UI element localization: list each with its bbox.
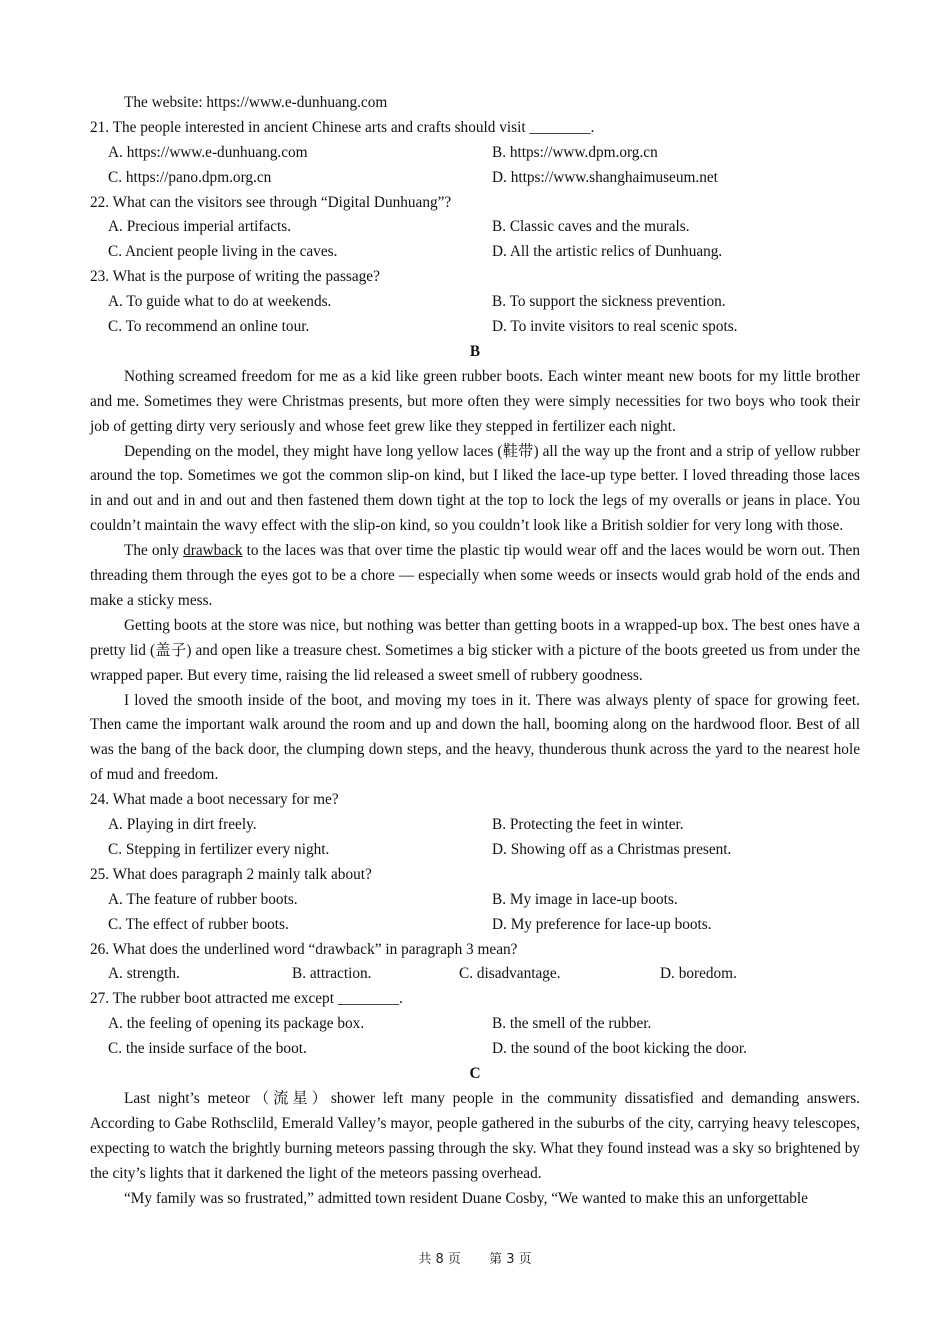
q27-option-a: A. the feeling of opening its package box. [108,1015,365,1033]
website-line: The website: https://www.e-dunhuang.com [124,94,388,111]
q22-option-d: D. All the artistic relics of Dunhuang. [492,243,723,261]
question-22-options-ab [90,215,860,240]
question-21-stem: 21. The people interested in ancient Chinese arts and crafts should visit ________. [90,118,595,136]
page-footer [0,1248,950,1267]
question-21-options-ab [90,141,860,166]
p3-text-before: The only [124,542,184,560]
question-25-stem: 25. What does paragraph 2 mainly talk about? [90,865,372,883]
passage-c-paragraph-1: Last night’s meteor（流星）shower left many people in the community dissatisfied and demanding answers. According to Gabe Rothsclild, Emerald Valley’s mayor, people gathered in the suburbs of the city, carrying heavy telescopes, expecting to watch the brightly burning meteors passing through the sky. What they found instead was a sky so brightened by the city’s lights that it darkened the light of the meteors passing overhead. [90,1089,860,1182]
q21-option-c: C. https://pano.dpm.org.cn [108,168,272,186]
q27-option-b: B. the smell of the rubber. [492,1015,652,1033]
question-26-options [90,962,860,987]
q26-option-a: A. strength. [108,965,180,983]
section-b-heading: B [469,342,481,360]
question-23-options-ab [90,290,860,315]
question-23-options-cd [90,315,860,340]
p3-text-after: to the laces was that over time the plastic tip would wear off and the laces would be worn out. Then threading them through the eyes got to be a chore — especially when some weeds or insects would grab hold of the ends and make a sticky mess. [90,542,860,609]
q21-option-d: D. https://www.shanghaimuseum.net [492,168,718,186]
question-27-stem: 27. The rubber boot attracted me except ________. [90,990,403,1008]
passage-b-paragraph-3 [90,539,860,614]
exam-page [90,91,860,1211]
q22-option-b: B. Classic caves and the murals. [492,218,690,236]
q22-option-a: A. Precious imperial artifacts. [108,218,292,236]
q26-option-c: C. disadvantage. [459,965,561,983]
q26-option-b: B. attraction. [292,965,372,983]
question-27-options-cd [90,1037,860,1062]
q23-option-c: C. To recommend an online tour. [108,318,310,336]
q22-option-c: C. Ancient people living in the caves. [108,243,338,261]
q23-option-a: A. To guide what to do at weekends. [108,293,332,311]
passage-b-paragraph-2: Depending on the model, they might have long yellow laces (鞋带) all the way up the front and a strip of yellow rubber around the top. Sometimes we got the common slip-on kind, but I liked the lace-up type better. I loved threading those laces in and out and in and out and then fastened them down tight at the top to lock the legs of my overalls or jeans in place. You couldn’t maintain the wavy effect with the slip-on kind, so you couldn’t look like a British soldier for very long with those. [90,442,860,535]
q23-option-b: B. To support the sickness prevention. [492,293,726,311]
section-c-heading: C [469,1065,481,1082]
question-24-stem: 24. What made a boot necessary for me? [90,791,339,809]
question-21-options-cd [90,166,860,191]
q25-option-c: C. The effect of rubber boots. [108,915,289,933]
q24-option-c: C. Stepping in fertilizer every night. [108,840,330,858]
passage-b-paragraph-1: Nothing screamed freedom for me as a kid like green rubber boots. Each winter meant new boots for my little brother and me. Sometimes they were Christmas presents, but more often they were simply necessities for two boys who took their job of getting dirty very seriously and whose feet grew like they stepped in fertilizer each night. [90,367,860,435]
q25-option-a: A. The feature of rubber boots. [108,890,298,908]
question-22-options-cd [90,240,860,265]
q21-option-b: B. https://www.dpm.org.cn [492,143,658,161]
question-24-options-cd [90,838,860,863]
question-22-stem: 22. What can the visitors see through “Digital Dunhuang”? [90,193,452,211]
question-25-options-ab [90,888,860,913]
q25-option-d: D. My preference for lace-up boots. [492,915,712,933]
q24-option-d: D. Showing off as a Christmas present. [492,840,732,858]
passage-b-paragraph-4: Getting boots at the store was nice, but nothing was better than getting boots in a wrapped-up box. The best ones have a pretty lid (盖子) and open like a treasure chest. Sometimes a big sticker with a picture of the boots greeted us from under the wrapped paper. But every time, raising the lid released a sweet smell of rubbery goodness. [90,616,860,684]
q24-option-b: B. Protecting the feet in winter. [492,816,684,834]
q27-option-d: D. the sound of the boot kicking the door. [492,1040,747,1058]
question-25-options-cd [90,913,860,938]
question-23-stem: 23. What is the purpose of writing the passage? [90,268,380,286]
q24-option-a: A. Playing in dirt freely. [108,816,257,834]
q21-option-a: A. https://www.e-dunhuang.com [108,143,308,161]
underlined-word-drawback: drawback [183,542,243,560]
question-27-options-ab [90,1012,860,1037]
q25-option-b: B. My image in lace-up boots. [492,890,678,908]
question-26-stem: 26. What does the underlined word “drawback” in paragraph 3 mean? [90,940,518,958]
footer-current-page: 第 3 页 [489,1252,532,1267]
passage-b-paragraph-5: I loved the smooth inside of the boot, and moving my toes in it. There was always plenty of space for growing feet. Then came the important walk around the room and up and down the hall, booming along on the hardwood floor. Best of all was the bang of the back door, the clumping down steps, and the heavy, thunderous thunk across the yard to the nearest hole of mud and freedom. [90,691,860,784]
question-24-options-ab [90,813,860,838]
q23-option-d: D. To invite visitors to real scenic spots. [492,318,738,336]
q26-option-d: D. boredom. [660,965,737,983]
q27-option-c: C. the inside surface of the boot. [108,1040,307,1058]
passage-c-paragraph-2: “My family was so frustrated,” admitted town resident Duane Cosby, “We wanted to make this an unforgettable [124,1189,808,1207]
footer-total-pages: 共 8 页 [418,1252,461,1267]
